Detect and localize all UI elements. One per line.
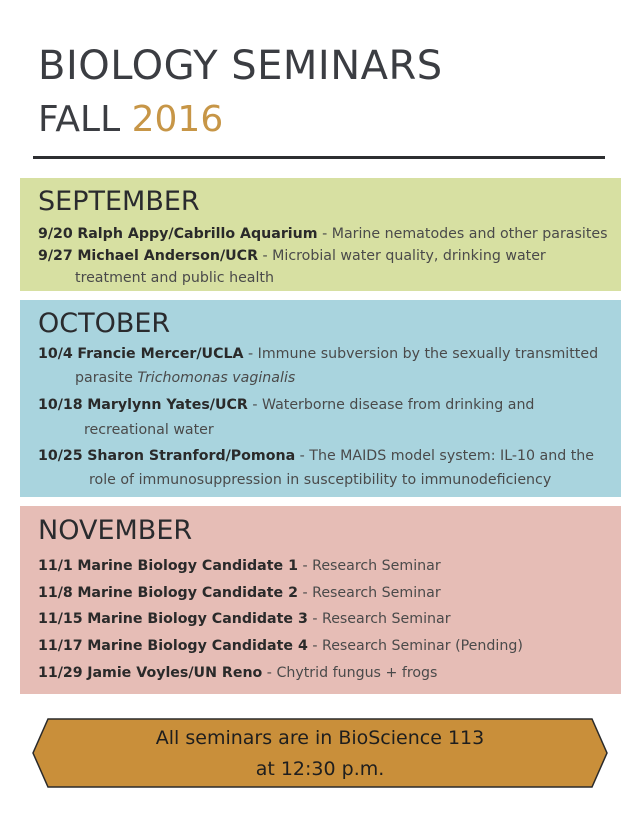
seminar-entry: 9/20 Ralph Appy/Cabrillo Aquarium - Marine nematodes and other parasites xyxy=(38,226,608,242)
seminar-speaker: Marine Biology Candidate 3 xyxy=(87,611,308,627)
seminar-topic: Immune subversion by the sexually transmitted xyxy=(257,346,599,362)
seminar-date: 11/29 xyxy=(38,665,83,681)
season-label: FALL xyxy=(38,99,121,140)
month-heading-september: SEPTEMBER xyxy=(38,186,200,217)
seminar-date: 9/27 xyxy=(38,248,73,264)
seminar-date: 10/4 xyxy=(38,346,73,362)
seminar-speaker: Jamie Voyles/UN Reno xyxy=(87,665,263,681)
seminar-speaker: Marine Biology Candidate 4 xyxy=(87,638,308,654)
seminar-entry: 9/27 Michael Anderson/UCR - Microbial water quality, drinking water xyxy=(38,248,546,264)
seminar-topic: Research Seminar xyxy=(321,611,451,627)
seminar-date: 11/17 xyxy=(38,638,83,654)
seminar-topic: Research Seminar (Pending) xyxy=(321,638,523,654)
seminar-speaker: Ralph Appy/Cabrillo Aquarium xyxy=(77,226,318,242)
species-name: Trichomonas vaginalis xyxy=(137,370,296,386)
seminar-speaker: Marylynn Yates/UCR xyxy=(87,397,248,413)
seminar-speaker: Francie Mercer/UCLA xyxy=(77,346,244,362)
seminar-date: 11/15 xyxy=(38,611,83,627)
seminar-topic: Microbial water quality, drinking water xyxy=(272,248,546,264)
seminar-entry: 11/29 Jamie Voyles/UN Reno - Chytrid fungus + frogs xyxy=(38,665,438,681)
seminar-speaker: Sharon Stranford/Pomona xyxy=(87,448,296,464)
page-subtitle xyxy=(38,98,223,142)
seminar-entry: 11/8 Marine Biology Candidate 2 - Research Seminar xyxy=(38,585,441,601)
october-section xyxy=(20,300,621,497)
title-divider xyxy=(33,156,605,159)
november-section xyxy=(20,506,621,694)
seminar-entry: 10/4 Francie Mercer/UCLA - Immune subversion by the sexually transmitted xyxy=(38,346,599,362)
banner-time-text: at 12:30 p.m. xyxy=(255,758,385,780)
location-banner xyxy=(32,718,608,788)
seminar-topic-continued: recreational water xyxy=(84,422,214,438)
seminar-topic: Marine nematodes and other parasites xyxy=(331,226,608,242)
seminar-speaker: Marine Biology Candidate 2 xyxy=(77,585,298,601)
seminar-date: 9/20 xyxy=(38,226,73,242)
seminar-entry: 11/15 Marine Biology Candidate 3 - Research Seminar xyxy=(38,611,451,627)
september-section xyxy=(20,178,621,291)
seminar-entry: 11/17 Marine Biology Candidate 4 - Research Seminar (Pending) xyxy=(38,638,523,654)
month-heading-october: OCTOBER xyxy=(38,308,171,339)
seminar-speaker: Marine Biology Candidate 1 xyxy=(77,558,298,574)
seminar-date: 11/1 xyxy=(38,558,73,574)
seminar-topic: The MAIDS model system: IL-10 and the xyxy=(309,448,595,464)
seminar-entry: 11/1 Marine Biology Candidate 1 - Research Seminar xyxy=(38,558,441,574)
seminar-topic-continued: role of immunosuppression in susceptibility to immunodeficiency xyxy=(89,472,552,488)
seminar-date: 11/8 xyxy=(38,585,73,601)
seminar-speaker: Michael Anderson/UCR xyxy=(77,248,258,264)
seminar-entry: 10/18 Marylynn Yates/UCR - Waterborne disease from drinking and xyxy=(38,397,535,413)
seminar-date: 10/25 xyxy=(38,448,83,464)
seminar-topic-continued: treatment and public health xyxy=(75,270,274,286)
year-label: 2016 xyxy=(131,99,224,140)
seminar-topic: Waterborne disease from drinking and xyxy=(261,397,535,413)
seminar-topic-continued-text: parasite xyxy=(75,370,133,386)
seminar-topic: Research Seminar xyxy=(312,585,441,601)
seminar-topic: Chytrid fungus + frogs xyxy=(276,665,438,681)
banner-location-text: All seminars are in BioScience 113 xyxy=(155,727,485,749)
seminar-entry: 10/25 Sharon Stranford/Pomona - The MAIDS model system: IL-10 and the xyxy=(38,448,595,464)
seminar-topic: Research Seminar xyxy=(312,558,441,574)
seminar-topic-continued xyxy=(75,367,295,389)
seminar-date: 10/18 xyxy=(38,397,83,413)
page-title: BIOLOGY SEMINARS xyxy=(38,43,443,89)
month-heading-november: NOVEMBER xyxy=(38,515,193,546)
